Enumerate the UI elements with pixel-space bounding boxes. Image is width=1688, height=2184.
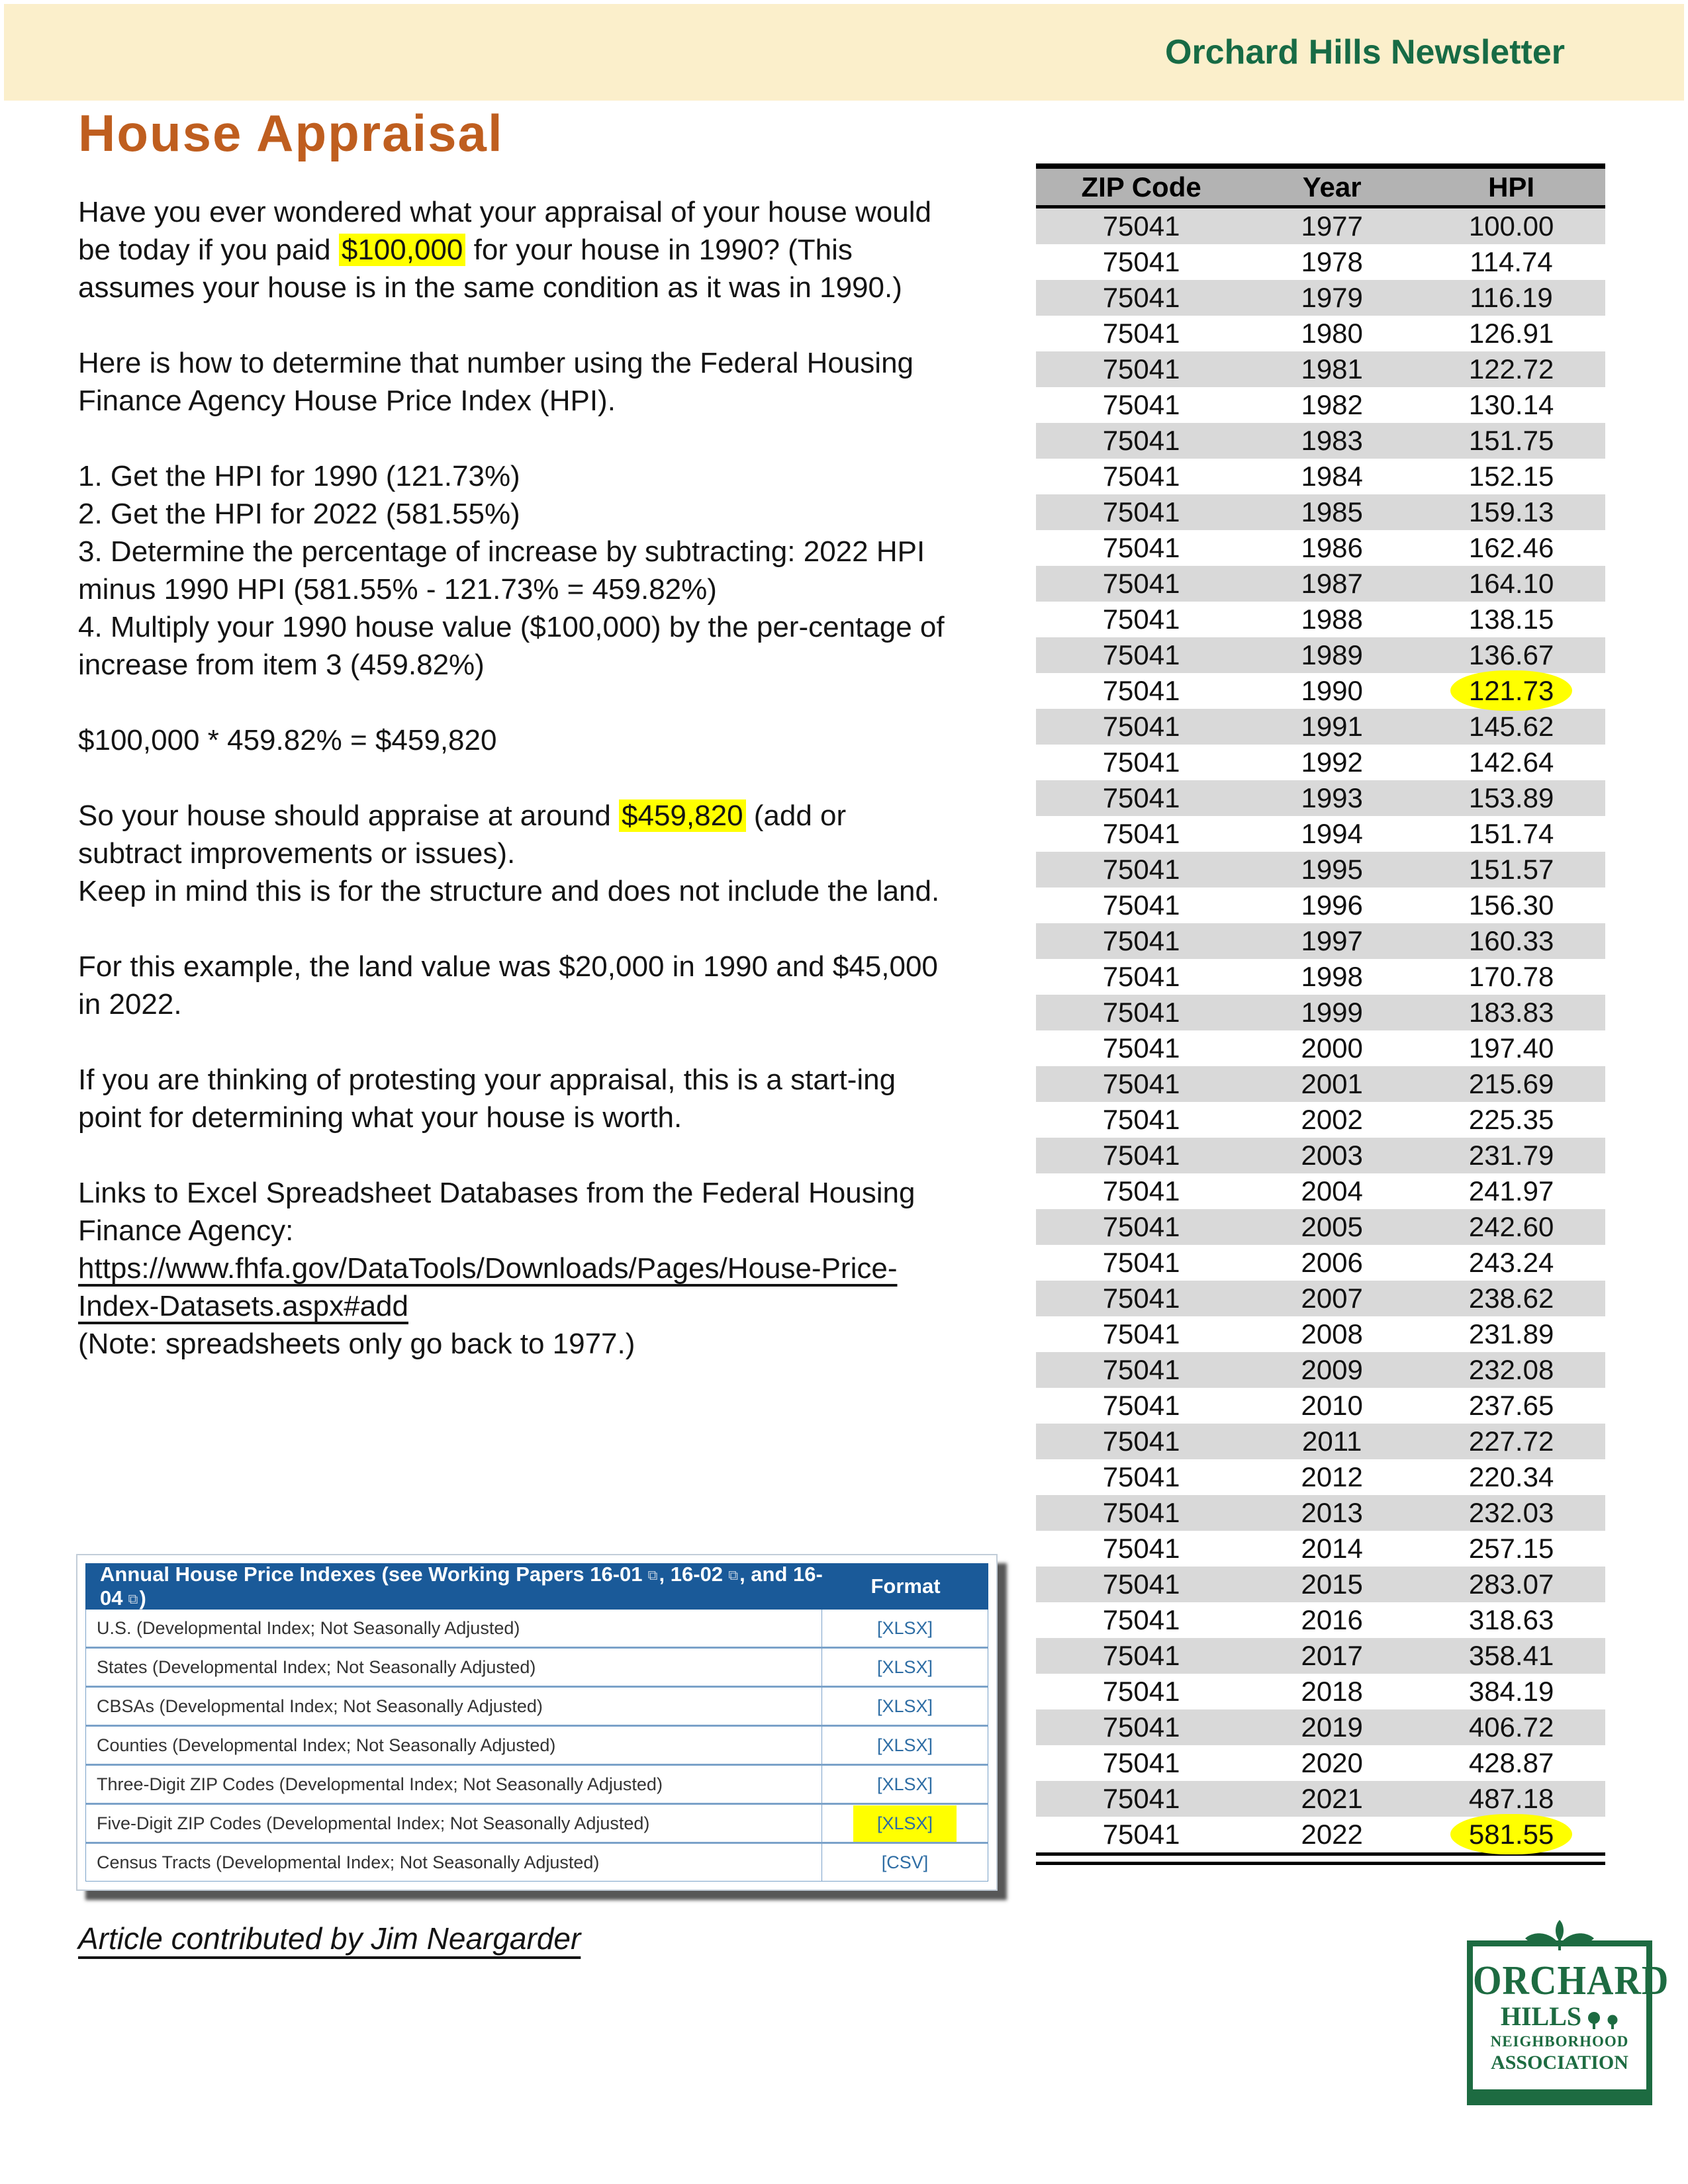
zip-cell: 75041 [1102,675,1180,706]
hpi-table-header [1036,169,1605,208]
year-cell: 2006 [1301,1247,1363,1278]
hpi-cell: 406.72 [1468,1711,1554,1743]
zip-cell: 75041 [1102,1032,1180,1064]
table-row [1036,208,1605,244]
year-cell: 1983 [1301,425,1363,456]
year-cell: 1988 [1301,604,1363,635]
table-row [1036,1245,1605,1281]
table-row [1036,709,1605,745]
year-cell: 1994 [1301,818,1363,849]
table-row [1036,1424,1605,1459]
fhfa-format-cell [821,1649,988,1686]
zip-cell: 75041 [1102,711,1180,742]
table-row [1036,1388,1605,1424]
year-cell: 1977 [1301,210,1363,242]
external-link-icon: ⧉ [728,1568,739,1583]
table-row [1036,1102,1605,1138]
fhfa-format-link-text: [CSV] [881,1852,929,1872]
zip-cell: 75041 [1102,889,1180,921]
fhfa-format-link-text: [XLSX] [876,1696,933,1716]
table-row [1036,1459,1605,1495]
table-row [1036,995,1605,1030]
table-row [1036,1817,1605,1852]
paragraph-land-value: For this example, the land value was $20,000 in 1990 and $45,000 in 2022. [78,950,938,1021]
text: for your house in 1990? (This assumes your house is in the same condition as it was in 1990.) [78,234,902,304]
table-row [1036,459,1605,494]
fhfa-title-text: ) [139,1586,146,1610]
hpi-cell: 151.57 [1468,854,1554,885]
fhfa-table-row [86,1766,988,1805]
year-cell: 1995 [1301,854,1363,885]
table-row [1036,1138,1605,1173]
leaf-icon [1513,1919,1606,1953]
year-cell: 2009 [1301,1354,1363,1385]
year-cell: 2014 [1301,1533,1363,1564]
fhfa-format-cell [821,1688,988,1725]
table-row [1036,1352,1605,1388]
year-cell: 1990 [1301,675,1363,706]
hpi-cell: 164.10 [1468,568,1554,599]
tree-icon [1607,2015,1618,2030]
table-row [1036,780,1605,816]
table-row [1036,673,1605,709]
highlighted-appraisal-value: $459,820 [619,799,746,832]
fhfa-datasets-link[interactable]: https://www.fhfa.gov/DataTools/Downloads/Pages/House-Price-Index-Datasets.aspx#add [78,1252,898,1322]
year-cell: 1996 [1301,889,1363,921]
fhfa-row-label: Three-Digit ZIP Codes (Developmental Index; Not Seasonally Adjusted) [97,1774,663,1794]
year-cell: 1984 [1301,461,1363,492]
column-header-hpi: HPI [1488,171,1535,203]
hpi-cell: 232.03 [1468,1497,1554,1528]
year-cell: 2020 [1301,1747,1363,1778]
zip-cell: 75041 [1102,782,1180,813]
text: Links to Excel Spreadsheet Databases from the Federal Housing Finance Agency: [78,1177,915,1247]
zip-cell: 75041 [1102,1533,1180,1564]
zip-cell: 75041 [1102,532,1180,563]
year-cell: 1998 [1301,961,1363,992]
highlighted-purchase-price: $100,000 [339,234,466,266]
year-cell: 2018 [1301,1676,1363,1707]
hpi-cell: 156.30 [1468,889,1554,921]
hpi-cell: 232.08 [1468,1354,1554,1385]
hpi-cell: 100.00 [1468,210,1554,242]
fhfa-table-header [85,1563,988,1610]
fhfa-format-cell [821,1766,988,1803]
hpi-cell: 114.74 [1470,246,1553,277]
zip-cell: 75041 [1102,1318,1180,1349]
year-cell: 1979 [1301,282,1363,313]
table-row [1036,959,1605,995]
zip-cell: 75041 [1102,1747,1180,1778]
hpi-cell: 241.97 [1468,1175,1554,1206]
zip-cell: 75041 [1102,568,1180,599]
zip-cell: 75041 [1102,1104,1180,1135]
zip-cell: 75041 [1102,1676,1180,1707]
table-row [1036,923,1605,959]
zip-cell: 75041 [1102,1461,1180,1492]
hpi-cell: 231.89 [1468,1318,1554,1349]
article-credit: Article contributed by Jim Neargarder [78,1921,581,1956]
fhfa-row-label: U.S. (Developmental Index; Not Seasonally Adjusted) [97,1617,520,1638]
logo-line-neighborhood: NEIGHBORHOOD [1490,2033,1629,2050]
table-row [1036,530,1605,566]
year-cell: 2019 [1301,1711,1363,1743]
hpi-cell: 159.13 [1468,496,1554,527]
hpi-cell: 153.89 [1468,782,1554,813]
step-item: 1. Get the HPI for 1990 (121.73%) [78,460,520,492]
table-row [1036,1709,1605,1745]
text: (add or subtract improvements or issues). [78,799,847,870]
step-item: 3. Determine the percentage of increase by subtracting: 2022 HPI minus 1990 HPI (581.55% - 121.73% = 459.82%) [78,535,925,606]
zip-cell: 75041 [1102,1068,1180,1099]
hpi-cell: 283.07 [1468,1569,1554,1600]
fhfa-title-text: 16-04 [100,1563,823,1610]
year-cell: 2013 [1301,1497,1363,1528]
fhfa-title-text: , [659,1563,671,1586]
hpi-cell: 225.35 [1468,1104,1554,1135]
fhfa-row-label: Census Tracts (Developmental Index; Not Seasonally Adjusted) [97,1852,600,1872]
hpi-cell: 238.62 [1468,1283,1554,1314]
zip-cell: 75041 [1102,747,1180,778]
zip-cell: 75041 [1102,282,1180,313]
external-link-icon: ⧉ [647,1568,658,1583]
logo-line-association: ASSOCIATION [1491,2052,1628,2073]
hpi-cell: 151.75 [1468,425,1554,456]
text: So your house should appraise at around [78,799,620,832]
year-cell: 1991 [1301,711,1363,742]
fhfa-format-cell [821,1844,988,1881]
zip-cell: 75041 [1102,246,1180,277]
year-cell: 2010 [1301,1390,1363,1421]
fhfa-table-title [85,1563,823,1610]
table-row [1036,745,1605,780]
year-cell: 2000 [1301,1032,1363,1064]
hpi-cell: 243.24 [1468,1247,1554,1278]
zip-cell: 75041 [1102,1426,1180,1457]
highlighted-hpi-value: 581.55 [1450,1814,1572,1854]
hpi-cell: 145.62 [1468,711,1554,742]
table-row [1036,887,1605,923]
year-cell: 2004 [1301,1175,1363,1206]
fhfa-format-cell [821,1805,988,1842]
article-title: House Appraisal [78,104,504,162]
zip-cell: 75041 [1102,961,1180,992]
year-cell: 2022 [1301,1819,1363,1850]
hpi-cell: 151.74 [1468,818,1554,849]
table-row [1036,566,1605,602]
text: (Note: spreadsheets only go back to 1977.) [78,1328,635,1360]
year-cell: 2001 [1301,1068,1363,1099]
zip-cell: 75041 [1102,210,1180,242]
column-header-zip: ZIP Code [1081,171,1201,203]
hpi-cell [1417,675,1605,707]
table-row [1036,351,1605,387]
zip-cell: 75041 [1102,1783,1180,1814]
highlighted-hpi-value: 121.73 [1450,670,1572,711]
zip-cell: 75041 [1102,1819,1180,1850]
paragraph-protest: If you are thinking of protesting your appraisal, this is a start-ing point for determining what your house is worth. [78,1064,896,1134]
step-item: 4. Multiply your 1990 house value ($100,000) by the per-centage of increase from item 3 (459.82%) [78,611,945,681]
fhfa-table-row [86,1688,988,1727]
fhfa-format-column-header: Format [870,1574,941,1598]
hpi-cell: 152.15 [1468,461,1554,492]
table-row [1036,423,1605,459]
hpi-cell: 116.19 [1470,282,1553,313]
zip-cell: 75041 [1102,1354,1180,1385]
zip-cell: 75041 [1102,1569,1180,1600]
table-row [1036,1674,1605,1709]
table-row [1036,494,1605,530]
zip-cell: 75041 [1102,1140,1180,1171]
year-cell: 1997 [1301,925,1363,956]
table-row [1036,1030,1605,1066]
logo-line-hills [1473,2003,1646,2030]
fhfa-row-label: Five-Digit ZIP Codes (Developmental Index; Not Seasonally Adjusted) [97,1813,650,1833]
table-row [1036,1567,1605,1602]
hpi-table [1036,163,1605,1865]
zip-cell: 75041 [1102,997,1180,1028]
hpi-cell: 170.78 [1468,961,1554,992]
hpi-cell: 257.15 [1468,1533,1554,1564]
fhfa-table-rows [85,1610,988,1882]
hpi-cell: 227.72 [1468,1426,1554,1457]
external-link-icon: ⧉ [128,1592,138,1607]
hpi-cell: 215.69 [1468,1068,1554,1099]
year-cell: 1986 [1301,532,1363,563]
table-row [1036,1316,1605,1352]
fhfa-title-text: 16-02 [670,1563,724,1586]
year-cell: 2002 [1301,1104,1363,1135]
hpi-cell: 220.34 [1468,1461,1554,1492]
hpi-table-body [1036,208,1605,1852]
year-cell: 1993 [1301,782,1363,813]
table-row [1036,1066,1605,1102]
zip-cell: 75041 [1102,353,1180,385]
fhfa-format-link-text: [XLSX] [876,1657,933,1677]
table-row [1036,1173,1605,1209]
hpi-cell: 231.79 [1468,1140,1554,1171]
table-row [1036,1745,1605,1781]
hpi-cell: 162.46 [1468,532,1554,563]
hpi-cell: 122.72 [1468,353,1554,385]
logo-hills-text: HILLS [1500,2001,1582,2031]
fhfa-row-label: CBSAs (Developmental Index; Not Seasonally Adjusted) [97,1696,543,1716]
year-cell: 1982 [1301,389,1363,420]
zip-cell: 75041 [1102,1604,1180,1635]
table-row [1036,1602,1605,1638]
table-row [1036,637,1605,673]
table-row [1036,280,1605,316]
table-row [1036,1531,1605,1567]
paragraph-result [78,797,945,910]
table-row [1036,1638,1605,1674]
hpi-cell: 487.18 [1468,1783,1554,1814]
zip-cell: 75041 [1102,925,1180,956]
year-cell: 2012 [1301,1461,1363,1492]
year-cell: 2005 [1301,1211,1363,1242]
zip-cell: 75041 [1102,389,1180,420]
zip-cell: 75041 [1102,1175,1180,1206]
hpi-cell: 126.91 [1468,318,1554,349]
year-cell: 2016 [1301,1604,1363,1635]
table-row [1036,244,1605,280]
hpi-cell: 358.41 [1468,1640,1554,1671]
year-cell: 2011 [1302,1426,1362,1457]
year-cell: 1980 [1301,318,1363,349]
zip-cell: 75041 [1102,425,1180,456]
fhfa-title-text: Annual House Price Indexes (see Working Papers [100,1563,590,1586]
year-cell: 2017 [1301,1640,1363,1671]
paragraph-intro [78,193,945,306]
table-row [1036,316,1605,351]
table-row [1036,1495,1605,1531]
fhfa-format-link-text: [XLSX] [853,1805,957,1842]
year-cell: 1992 [1301,747,1363,778]
column-header-year: Year [1302,171,1362,203]
year-cell: 1985 [1301,496,1363,527]
hpi-cell: 130.14 [1468,389,1554,420]
newsletter-title: Orchard Hills Newsletter [1165,33,1565,71]
article-body [78,193,945,1400]
hpi-cell: 160.33 [1468,925,1554,956]
year-cell: 2007 [1301,1283,1363,1314]
table-row [1036,1209,1605,1245]
year-cell: 1999 [1301,997,1363,1028]
zip-cell: 75041 [1102,854,1180,885]
year-cell: 1978 [1301,246,1363,277]
fhfa-table-row [86,1805,988,1844]
zip-cell: 75041 [1102,1247,1180,1278]
table-row [1036,816,1605,852]
text: Have you ever wondered what your appraisal of your house would be today if you paid [78,196,931,266]
zip-cell: 75041 [1102,604,1180,635]
fhfa-format-cell [821,1727,988,1764]
banner [4,4,1684,101]
paragraph-method: Here is how to determine that number using the Federal Housing Finance Agency House Price Index (HPI). [78,347,914,417]
fhfa-table-row [86,1610,988,1649]
table-row [1036,602,1605,637]
zip-cell: 75041 [1102,461,1180,492]
zip-cell: 75041 [1102,1211,1180,1242]
logo-line-orchard: ORCHARD [1473,1958,1669,2004]
fhfa-screenshot [76,1554,998,1891]
hpi-cell: 136.67 [1468,639,1554,670]
hpi-cell: 384.19 [1468,1676,1554,1707]
hpi-cell: 318.63 [1468,1604,1554,1635]
hpi-cell: 237.65 [1468,1390,1554,1421]
zip-cell: 75041 [1102,1390,1180,1421]
zip-cell: 75041 [1102,1640,1180,1671]
hpi-cell: 138.15 [1468,604,1554,635]
zip-cell: 75041 [1102,639,1180,670]
step-item: 2. Get the HPI for 2022 (581.55%) [78,498,520,530]
zip-cell: 75041 [1102,1497,1180,1528]
year-cell: 2021 [1301,1783,1363,1814]
zip-cell: 75041 [1102,1283,1180,1314]
fhfa-table-row [86,1727,988,1766]
hpi-cell: 242.60 [1468,1211,1554,1242]
fhfa-row-label: States (Developmental Index; Not Seasonally Adjusted) [97,1657,536,1677]
zip-cell: 75041 [1102,496,1180,527]
orchard-hills-logo [1467,1940,1669,2095]
hpi-cell: 142.64 [1468,747,1554,778]
table-row [1036,1281,1605,1316]
paragraph-formula: $100,000 * 459.82% = $459,820 [78,724,497,756]
table-row [1036,852,1605,887]
hpi-cell: 428.87 [1468,1747,1554,1778]
fhfa-row-label: Counties (Developmental Index; Not Seasonally Adjusted) [97,1735,556,1755]
tree-icon [1587,2011,1601,2030]
fhfa-table-row [86,1844,988,1881]
hpi-cell: 183.83 [1468,997,1554,1028]
fhfa-title-text: 16-01 [590,1563,643,1586]
table-row [1036,387,1605,423]
fhfa-format-link-text: [XLSX] [876,1735,933,1755]
year-cell: 1981 [1301,353,1363,385]
table-row [1036,1781,1605,1817]
fhfa-table-row [86,1649,988,1688]
fhfa-format-cell [821,1610,988,1647]
text: Keep in mind this is for the structure and does not include the land. [78,875,940,907]
steps-list [78,457,945,684]
paragraph-links [78,1174,945,1363]
year-cell: 2015 [1301,1569,1363,1600]
hpi-cell [1417,1819,1605,1850]
year-cell: 1987 [1301,568,1363,599]
hpi-cell: 197.40 [1468,1032,1554,1064]
year-cell: 2008 [1301,1318,1363,1349]
zip-cell: 75041 [1102,818,1180,849]
fhfa-format-link-text: [XLSX] [876,1774,933,1794]
fhfa-format-link-text: [XLSX] [876,1617,933,1638]
year-cell: 1989 [1301,639,1363,670]
zip-cell: 75041 [1102,318,1180,349]
year-cell: 2003 [1301,1140,1363,1171]
zip-cell: 75041 [1102,1711,1180,1743]
fhfa-title-text: , and [739,1563,794,1586]
